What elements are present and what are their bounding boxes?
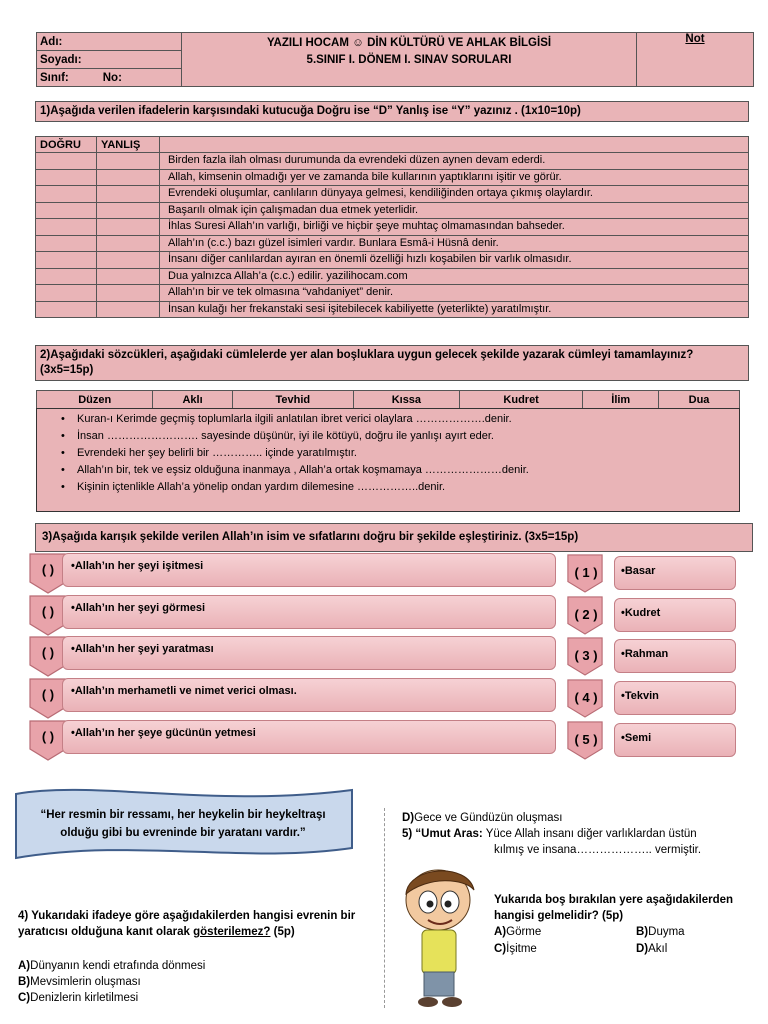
false-answer-cell[interactable] xyxy=(97,186,160,203)
statement-row xyxy=(36,169,749,186)
name-option: •Basar xyxy=(614,556,736,590)
section3-title: 3)Aşağıda karışık şekilde verilen Allah’ın isim ve sıfatlarını doğru bir şekilde eşleştiriniz. (3x5=15p) xyxy=(35,523,753,552)
statement-row xyxy=(36,268,749,285)
question4-post: (5p) xyxy=(270,926,295,938)
false-answer-cell[interactable] xyxy=(97,219,160,236)
false-answer-cell[interactable] xyxy=(97,235,160,252)
statement-text: Birden fazla ilah olması durumunda da evrendeki düzen aynen devam ederdi. xyxy=(160,153,749,170)
q5-option-b[interactable] xyxy=(636,924,685,940)
statement-text: İnsan kulağı her frekanstaki sesi işitebilecek kabiliyette (yeterlikte) yaratılmıştır. xyxy=(160,301,749,318)
name-option: •Rahman xyxy=(614,639,736,673)
true-answer-cell[interactable] xyxy=(36,285,97,302)
name-field[interactable] xyxy=(37,33,182,51)
question4-pre: 4) Yukarıdaki ifadeye göre aşağıdakilerden hangisi evrenin bir yaratıcısı olduğuna kanıt olarak xyxy=(18,910,356,938)
class-label: Sınıf: xyxy=(40,71,69,84)
grade-box[interactable] xyxy=(637,33,754,87)
name-option: •Tekvin xyxy=(614,681,736,715)
question5-speech xyxy=(402,826,752,842)
section1-title: 1)Aşağıda verilen ifadelerin karşısındaki kutucuğa Doğru ise “D” Yanlış ise “Y” yazınız . (1x10=10p) xyxy=(35,101,749,122)
option-number: ( 2 ) xyxy=(574,607,598,622)
col-false: YANLIŞ xyxy=(97,137,160,153)
answer-blank[interactable]: ( ) xyxy=(41,604,55,619)
question5-text: Yukarıda boş bırakılan yere aşağıdakilerden hangisi gelmelidir? (5p) xyxy=(494,894,734,922)
option-text: Dünyanın kendi etrafında dönmesi xyxy=(30,960,206,972)
grade-label: Not xyxy=(685,33,705,45)
fill-blank-sentence[interactable]: • Allah’ın bir, tek ve eşsiz olduğuna inanmaya , Allah’a ortak koşmamaya …………………denir. xyxy=(77,462,739,479)
true-answer-cell[interactable] xyxy=(36,268,97,285)
word-bank-item: Kudret xyxy=(459,391,583,409)
option-text: Gece ve Gündüzün oluşması xyxy=(414,812,563,824)
q5-option-d[interactable] xyxy=(636,941,667,957)
q5-option-a[interactable] xyxy=(494,924,541,940)
surname-field[interactable] xyxy=(37,51,182,69)
true-answer-cell[interactable] xyxy=(36,301,97,318)
true-false-table xyxy=(35,136,749,318)
true-answer-cell[interactable] xyxy=(36,235,97,252)
false-answer-cell[interactable] xyxy=(97,268,160,285)
surname-label: Soyadı: xyxy=(40,53,82,66)
statement-row xyxy=(36,219,749,236)
true-answer-cell[interactable] xyxy=(36,202,97,219)
option-number: ( 4 ) xyxy=(574,690,598,705)
option-text: Akıl xyxy=(648,943,668,955)
option-text: Mevsimlerin oluşması xyxy=(30,976,141,988)
true-answer-cell[interactable] xyxy=(36,169,97,186)
word-bank-item: Aklı xyxy=(153,391,232,409)
fill-blank-box xyxy=(36,408,740,512)
section2-title: 2)Aşağıdaki sözcükleri, aşağıdaki cümlelerde yer alan boşluklara uygun gelecek şekilde yazarak cümleyi tamamlayınız? (3x5=15p) xyxy=(35,345,749,381)
quote-text: “Her resmin bir ressamı, her heykelin bir heykeltraşı olduğu gibi bu evreninde bir yaratanı vardır.” xyxy=(40,809,326,839)
statement-text: Dua yalnızca Allah’a (c.c.) edilir. yazilihocam.com xyxy=(160,268,749,285)
column-divider xyxy=(384,808,386,1008)
exam-title-line2: 5.SINIF I. DÖNEM I. SINAV SORULARI xyxy=(306,54,512,66)
option-text: Duyma xyxy=(648,926,685,938)
speech-line2: kılmış ve insana……………….. vermiştir. xyxy=(494,844,702,856)
word-bank-item: Dua xyxy=(659,391,740,409)
false-answer-cell[interactable] xyxy=(97,301,160,318)
true-answer-cell[interactable] xyxy=(36,252,97,269)
number-label: No: xyxy=(102,71,122,84)
name-label: Adı: xyxy=(40,35,63,48)
name-option: •Kudret xyxy=(614,598,736,632)
statement-text: Allah, kimsenin olmadığı yer ve zamanda bile kullarının yaptıklarını işitir ve görür. xyxy=(160,169,749,186)
name-option: •Semi xyxy=(614,723,736,757)
answer-blank[interactable]: ( ) xyxy=(41,645,55,660)
attribute-description: •Allah’ın merhametli ve nimet verici olması. xyxy=(62,678,556,712)
attribute-description: •Allah’ın her şeyi işitmesi xyxy=(62,553,556,587)
false-answer-cell[interactable] xyxy=(97,169,160,186)
q5-option-c[interactable] xyxy=(494,941,537,957)
answer-blank[interactable]: ( ) xyxy=(41,687,55,702)
false-answer-cell[interactable] xyxy=(97,153,160,170)
option-number: ( 5 ) xyxy=(574,732,598,747)
statement-row xyxy=(36,285,749,302)
statement-row xyxy=(36,202,749,219)
word-bank-item: Kıssa xyxy=(353,391,459,409)
option-letter: D) xyxy=(402,812,415,824)
statement-text: Evrendeki oluşumlar, canlıların dünyaya gelmesi, kendiliğinden ortaya çıkmış olaylardır. xyxy=(160,186,749,203)
q4-option-d[interactable] xyxy=(402,810,562,826)
fill-blank-sentence[interactable]: • Kuran-ı Kerimde geçmiş toplumlarla ilgili anlatılan ibret verici olaylara ……………….denir. xyxy=(77,411,739,428)
fill-blank-sentence[interactable]: • Kişinin içtenlikle Allah’a yönelip ondan yardım dilemesine ……………..denir. xyxy=(77,479,739,496)
option-letter: B) xyxy=(18,976,31,988)
statement-text: Allah’ın (c.c.) bazı güzel isimleri vardır. Bunlara Esmâ-i Hüsnâ denir. xyxy=(160,235,749,252)
statement-row xyxy=(36,301,749,318)
option-number: ( 1 ) xyxy=(574,565,598,580)
statement-text: Başarılı olmak için çalışmadan dua etmek yeterlidir. xyxy=(160,202,749,219)
attribute-description: •Allah’ın her şeyi yaratması xyxy=(62,636,556,670)
question4-text xyxy=(18,908,368,940)
q4-option-a[interactable] xyxy=(18,958,205,974)
statement-row xyxy=(36,235,749,252)
attribute-description: •Allah’ın her şeyi görmesi xyxy=(62,595,556,629)
speech-line1: Yüce Allah insanı diğer varlıklardan üstün xyxy=(482,828,697,840)
col-statement xyxy=(160,137,749,153)
true-answer-cell[interactable] xyxy=(36,219,97,236)
q4-option-c[interactable] xyxy=(18,990,138,1006)
option-letter: A) xyxy=(494,926,507,938)
false-answer-cell[interactable] xyxy=(97,285,160,302)
option-letter: C) xyxy=(18,992,31,1004)
false-answer-cell[interactable] xyxy=(97,202,160,219)
col-true: DOĞRU xyxy=(36,137,97,153)
statement-text: İnsanı diğer canlılardan ayıran en önemli özelliği hızlı koşabilen bir varlık olmasıdır. xyxy=(160,252,749,269)
class-number-field[interactable] xyxy=(37,69,182,87)
question4-underlined: gösterilemez? xyxy=(193,926,271,938)
statement-text: İhlas Suresi Allah’ın varlığı, birliği ve hiçbir şeye muhtaç olmamasından bahseder. xyxy=(160,219,749,236)
option-letter: C) xyxy=(494,943,507,955)
word-bank-item: İlim xyxy=(583,391,659,409)
statement-row xyxy=(36,252,749,269)
option-text: İşitme xyxy=(506,943,537,955)
word-bank xyxy=(36,390,740,409)
option-text: Görme xyxy=(506,926,542,938)
statement-row xyxy=(36,153,749,170)
option-letter: A) xyxy=(18,960,31,972)
option-letter: D) xyxy=(636,943,649,955)
exam-title-line1: YAZILI HOCAM ☺ DİN KÜLTÜRÜ VE AHLAK BİLGİSİ xyxy=(266,37,552,49)
answer-blank[interactable]: ( ) xyxy=(41,729,55,744)
option-letter: B) xyxy=(636,926,649,938)
false-answer-cell[interactable] xyxy=(97,252,160,269)
option-number: ( 3 ) xyxy=(574,648,598,663)
header-table xyxy=(36,32,754,87)
answer-blank[interactable]: ( ) xyxy=(41,562,55,577)
boy-cartoon-image xyxy=(398,860,482,1010)
fill-blank-sentence[interactable]: • Evrendeki her şey belirli bir ………….. içinde yaratılmıştır. xyxy=(77,445,739,462)
attribute-description: •Allah’ın her şeye gücünün yetmesi xyxy=(62,720,556,754)
statement-row xyxy=(36,186,749,203)
speaker-label: 5) “Umut Aras: xyxy=(402,828,483,840)
true-answer-cell[interactable] xyxy=(36,186,97,203)
exam-title xyxy=(182,33,637,87)
statement-text: Allah’ın bir ve tek olmasına “vahdaniyet” denir. xyxy=(160,285,749,302)
word-bank-item: Tevhid xyxy=(232,391,353,409)
fill-blank-sentence[interactable]: • İnsan ……………………. sayesinde düşünür, iyi ile kötüyü, doğru ile yanlışı ayırt eder. xyxy=(77,428,739,445)
word-bank-item: Düzen xyxy=(37,391,153,409)
q4-option-b[interactable] xyxy=(18,974,141,990)
true-answer-cell[interactable] xyxy=(36,153,97,170)
option-text: Denizlerin kirletilmesi xyxy=(30,992,139,1004)
